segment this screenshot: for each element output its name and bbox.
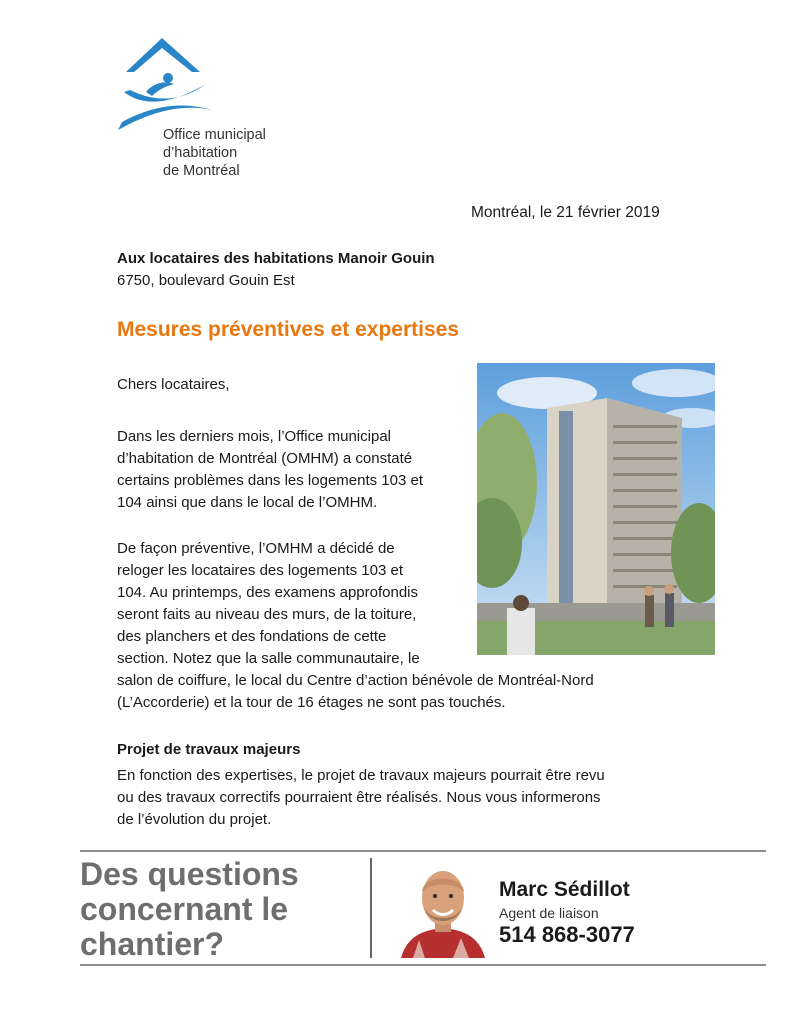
paragraph-line: (L’Accorderie) et la tour de 16 étages ne sont pas touchés.: [117, 694, 506, 711]
contact-name: Marc Sédillot: [499, 878, 630, 901]
letter-title: Mesures préventives et expertises: [117, 318, 460, 341]
question-line: Des questions: [80, 856, 299, 892]
paragraph-line: Dans les derniers mois, l’Office municipal: [117, 428, 391, 445]
paragraph-line: 104. Au printemps, des examens approfondis: [117, 584, 419, 601]
questions-heading: [80, 857, 299, 962]
section-heading: Projet de travaux majeurs: [117, 741, 301, 758]
paragraph-line: En fonction des expertises, le projet de travaux majeurs pourrait être revu: [117, 767, 605, 784]
paragraph-line: section. Notez que la salle communautaire, le: [117, 650, 420, 667]
paragraph-line: reloger les locataires des logements 103 et: [117, 562, 403, 579]
paragraph-3: [117, 765, 677, 831]
address: 6750, boulevard Gouin Est: [117, 272, 295, 289]
paragraph-1: [117, 426, 477, 514]
org-line-3: de Montréal: [163, 163, 240, 179]
paragraph-line: de l’évolution du projet.: [117, 811, 272, 828]
recipient: Aux locataires des habitations Manoir Gouin: [117, 250, 435, 267]
vertical-divider: [370, 858, 372, 958]
org-line-2: d’habitation: [163, 145, 238, 161]
paragraph-line: salon de coiffure, le local du Centre d’action bénévole de Montréal-Nord: [117, 672, 594, 689]
divider-top: [80, 850, 766, 852]
question-line: chantier?: [80, 926, 225, 962]
greeting: Chers locataires,: [117, 376, 230, 393]
contact-phone[interactable]: 514 868-3077: [499, 922, 635, 947]
divider-bottom: [80, 964, 766, 966]
org-line-1: Office municipal: [163, 127, 266, 143]
paragraph-line: certains problèmes dans les logements 103 et: [117, 472, 424, 489]
paragraph-line: des planchers et des fondations de cette: [117, 628, 387, 645]
paragraph-line: seront faits au niveau des murs, de la toiture,: [117, 606, 417, 623]
paragraph-line: ou des travaux correctifs pourraient être réalisés. Nous vous informerons: [117, 789, 601, 806]
paragraph-line: d’habitation de Montréal (OMHM) a constaté: [117, 450, 413, 467]
contact-portrait: [393, 866, 493, 958]
letter-date: Montréal, le 21 février 2019: [471, 204, 660, 221]
question-line: concernant le: [80, 891, 289, 927]
contact-role: Agent de liaison: [499, 905, 599, 921]
building-rendering-image: [477, 363, 715, 655]
paragraph-line: De façon préventive, l’OMHM a décidé de: [117, 540, 395, 557]
organization-name: [163, 126, 266, 180]
paragraph-line: 104 ainsi que dans le local de l’OMHM.: [117, 494, 378, 511]
omhm-logo: [112, 34, 222, 134]
